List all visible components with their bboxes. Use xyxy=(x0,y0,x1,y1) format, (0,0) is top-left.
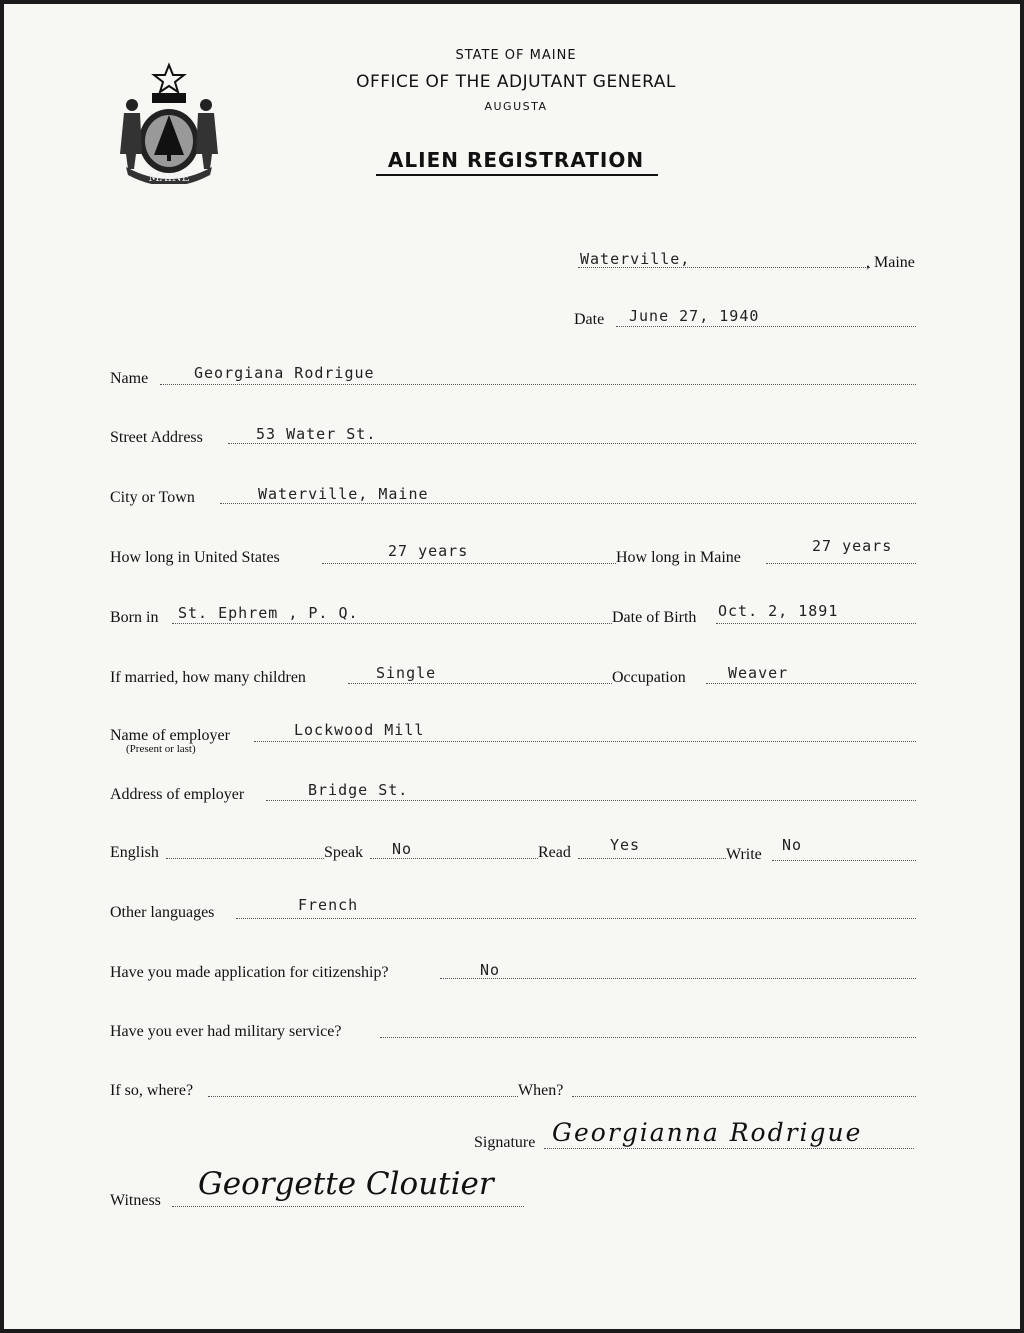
signature-label: Signature xyxy=(474,1134,536,1151)
occupation-value[interactable]: Weaver xyxy=(728,664,789,682)
when-line xyxy=(572,1096,916,1097)
speak-line xyxy=(370,858,538,859)
read-value[interactable]: Yes xyxy=(610,836,641,854)
other-languages-label: Other languages xyxy=(110,904,215,921)
date-of-birth-label: Date of Birth xyxy=(612,609,697,626)
citizenship-line xyxy=(440,978,916,979)
occupation-label: Occupation xyxy=(612,669,686,686)
write-line xyxy=(772,860,916,861)
employer-name-sublabel: (Present or last) xyxy=(126,743,196,755)
date-of-birth-value[interactable]: Oct. 2, 1891 xyxy=(718,602,839,620)
date-value[interactable]: June 27, 1940 xyxy=(629,307,760,325)
street-address-label: Street Address xyxy=(110,429,203,446)
header-city: AUGUSTA xyxy=(484,100,548,113)
speak-label: Speak xyxy=(324,844,364,861)
witness-label: Witness xyxy=(110,1192,161,1209)
employer-address-value[interactable]: Bridge St. xyxy=(308,781,409,799)
employer-address-label: Address of employer xyxy=(110,786,245,803)
how-long-maine-label: How long in Maine xyxy=(616,549,741,566)
write-value[interactable]: No xyxy=(782,836,803,854)
employer-name-line xyxy=(254,741,916,742)
military-line xyxy=(380,1037,916,1038)
born-in-label: Born in xyxy=(110,609,159,626)
city-town-line xyxy=(220,503,916,504)
location-label: , Maine xyxy=(866,254,915,271)
title-underline xyxy=(376,174,658,176)
citizenship-label: Have you made application for citizenship? xyxy=(110,964,389,981)
citizenship-value[interactable]: No xyxy=(480,961,501,979)
name-value[interactable]: Georgiana Rodrigue xyxy=(194,364,375,382)
signature-value[interactable]: Georgianna Rodrigue xyxy=(552,1118,863,1147)
children-value[interactable]: Single xyxy=(376,664,437,682)
location-value[interactable]: Waterville, xyxy=(580,250,691,268)
other-languages-value[interactable]: French xyxy=(298,896,359,914)
read-line xyxy=(578,858,726,859)
english-line xyxy=(166,858,324,859)
when-label: When? xyxy=(518,1082,564,1099)
where-line xyxy=(208,1096,518,1097)
name-line xyxy=(160,384,916,385)
military-label: Have you ever had military service? xyxy=(110,1023,342,1040)
form-page xyxy=(4,4,1020,1329)
occupation-line xyxy=(706,683,916,684)
header-state: STATE OF MAINE xyxy=(455,48,577,63)
other-languages-line xyxy=(236,918,916,919)
how-long-us-label: How long in United States xyxy=(110,549,280,566)
how-long-us-value[interactable]: 27 years xyxy=(388,542,469,560)
street-address-value[interactable]: 53 Water St. xyxy=(256,425,377,443)
street-address-line xyxy=(228,443,916,444)
employer-address-line xyxy=(266,800,916,801)
city-town-value[interactable]: Waterville, Maine xyxy=(258,485,429,503)
english-label: English xyxy=(110,844,159,861)
how-long-us-line xyxy=(322,563,616,564)
date-line xyxy=(616,326,916,327)
read-label: Read xyxy=(538,844,571,861)
children-line xyxy=(348,683,612,684)
employer-name-label: Name of employer xyxy=(110,727,230,744)
children-label: If married, how many children xyxy=(110,669,306,686)
witness-line xyxy=(172,1206,524,1207)
where-label: If so, where? xyxy=(110,1082,194,1099)
name-label: Name xyxy=(110,370,149,387)
signature-line xyxy=(544,1148,914,1149)
form-title: ALIEN REGISTRATION xyxy=(387,148,645,172)
born-in-value[interactable]: St. Ephrem , P. Q. xyxy=(178,604,359,622)
date-of-birth-line xyxy=(716,623,916,624)
header-office: OFFICE OF THE ADJUTANT GENERAL xyxy=(356,72,676,92)
born-in-line xyxy=(172,623,612,624)
date-label: Date xyxy=(574,311,605,328)
svg-text:MAINE: MAINE xyxy=(148,171,190,184)
speak-value[interactable]: No xyxy=(392,840,413,858)
write-label: Write xyxy=(726,846,762,863)
witness-value[interactable]: Georgette Cloutier xyxy=(198,1166,494,1202)
employer-name-value[interactable]: Lockwood Mill xyxy=(294,721,425,739)
how-long-maine-line xyxy=(766,563,916,564)
how-long-maine-value[interactable]: 27 years xyxy=(812,537,893,555)
city-town-label: City or Town xyxy=(110,489,195,506)
